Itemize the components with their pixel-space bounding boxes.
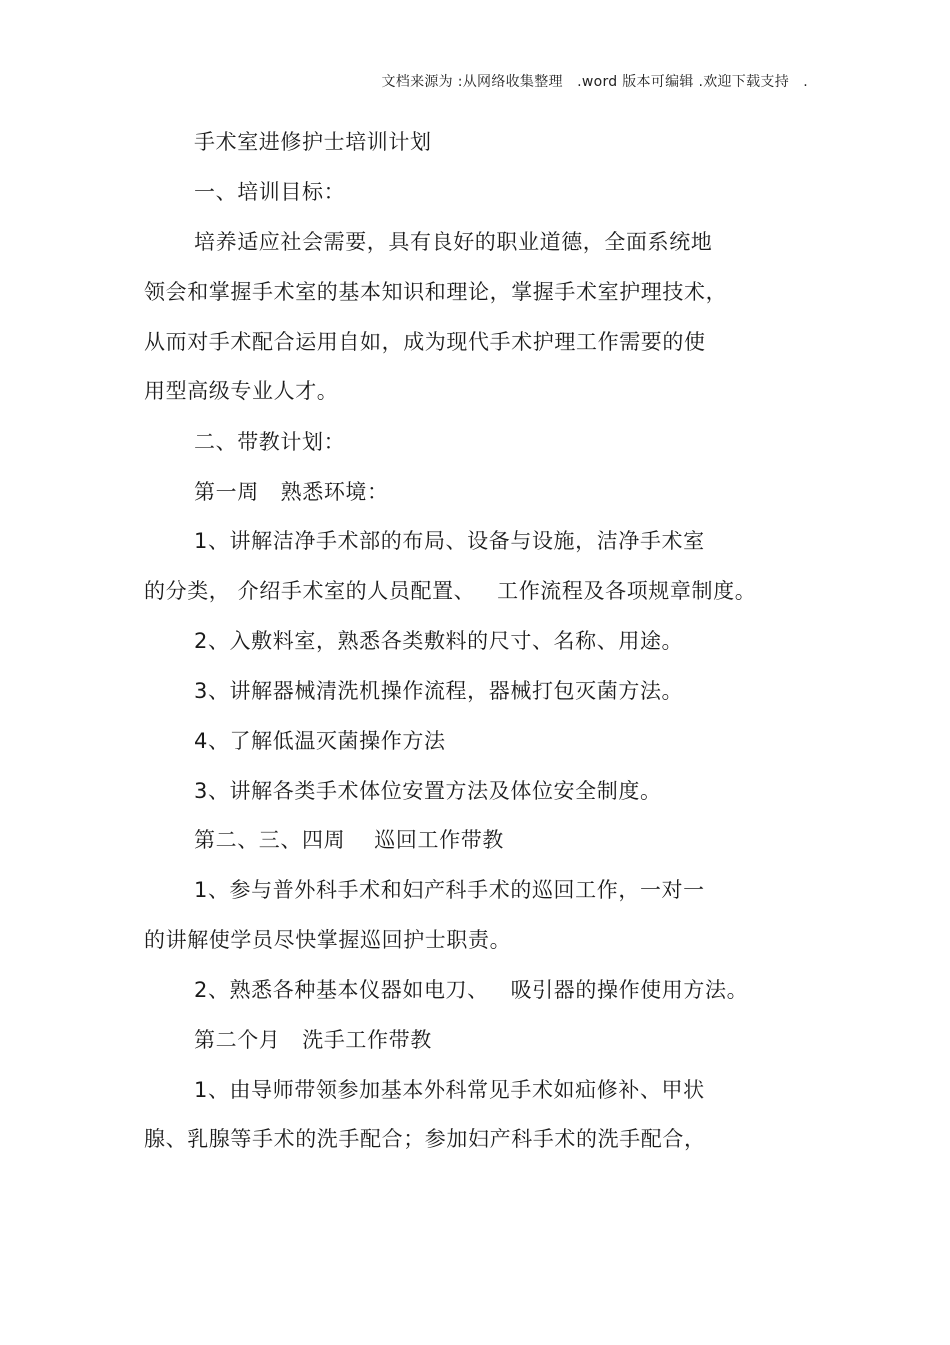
document-title: 手术室进修护士培训计划 [194, 130, 432, 154]
list-item-continuation: 的分类， 介绍手术室的人员配置、 工作流程及各项规章制度。 [144, 579, 757, 603]
list-item: 2、熟悉各种基本仪器如电刀、 吸引器的操作使用方法。 [194, 978, 749, 1002]
paragraph-line: 培养适应社会需要，具有良好的职业道德，全面系统地 [194, 230, 713, 254]
header-note: 文档来源为 :从网络收集整理 .word 版本可编辑 .欢迎下载支持 . [381, 74, 808, 90]
paragraph-line: 用型高级专业人才。 [144, 379, 339, 403]
list-item: 3、讲解器械清洗机操作流程，器械打包灭菌方法。 [194, 679, 684, 703]
list-item-continuation: 的讲解使学员尽快掌握巡回护士职责。 [144, 928, 512, 952]
week-heading: 第一周 熟悉环境： [194, 480, 389, 504]
week-heading: 第二、三、四周 巡回工作带教 [194, 828, 504, 852]
month-heading: 第二个月 洗手工作带教 [194, 1028, 432, 1052]
list-item: 1、讲解洁净手术部的布局、设备与设施，洁净手术室 [194, 529, 705, 553]
list-item-continuation: 腺、乳腺等手术的洗手配合；参加妇产科手术的洗手配合， [144, 1127, 706, 1151]
list-item: 2、入敷料室，熟悉各类敷料的尺寸、名称、用途。 [194, 629, 684, 653]
list-item: 1、参与普外科手术和妇产科手术的巡回工作，一对一 [194, 878, 705, 902]
section-heading: 二、带教计划： [194, 430, 346, 454]
list-item: 3、讲解各类手术体位安置方法及体位安全制度。 [194, 779, 662, 803]
paragraph-line: 从而对手术配合运用自如，成为现代手术护理工作需要的使 [144, 330, 706, 354]
list-item: 1、由导师带领参加基本外科常见手术如疝修补、甲状 [194, 1078, 705, 1102]
paragraph-line: 领会和掌握手术室的基本知识和理论，掌握手术室护理技术， [144, 280, 728, 304]
section-heading: 一、培训目标： [194, 180, 346, 204]
list-item: 4、了解低温灭菌操作方法 [194, 729, 446, 753]
